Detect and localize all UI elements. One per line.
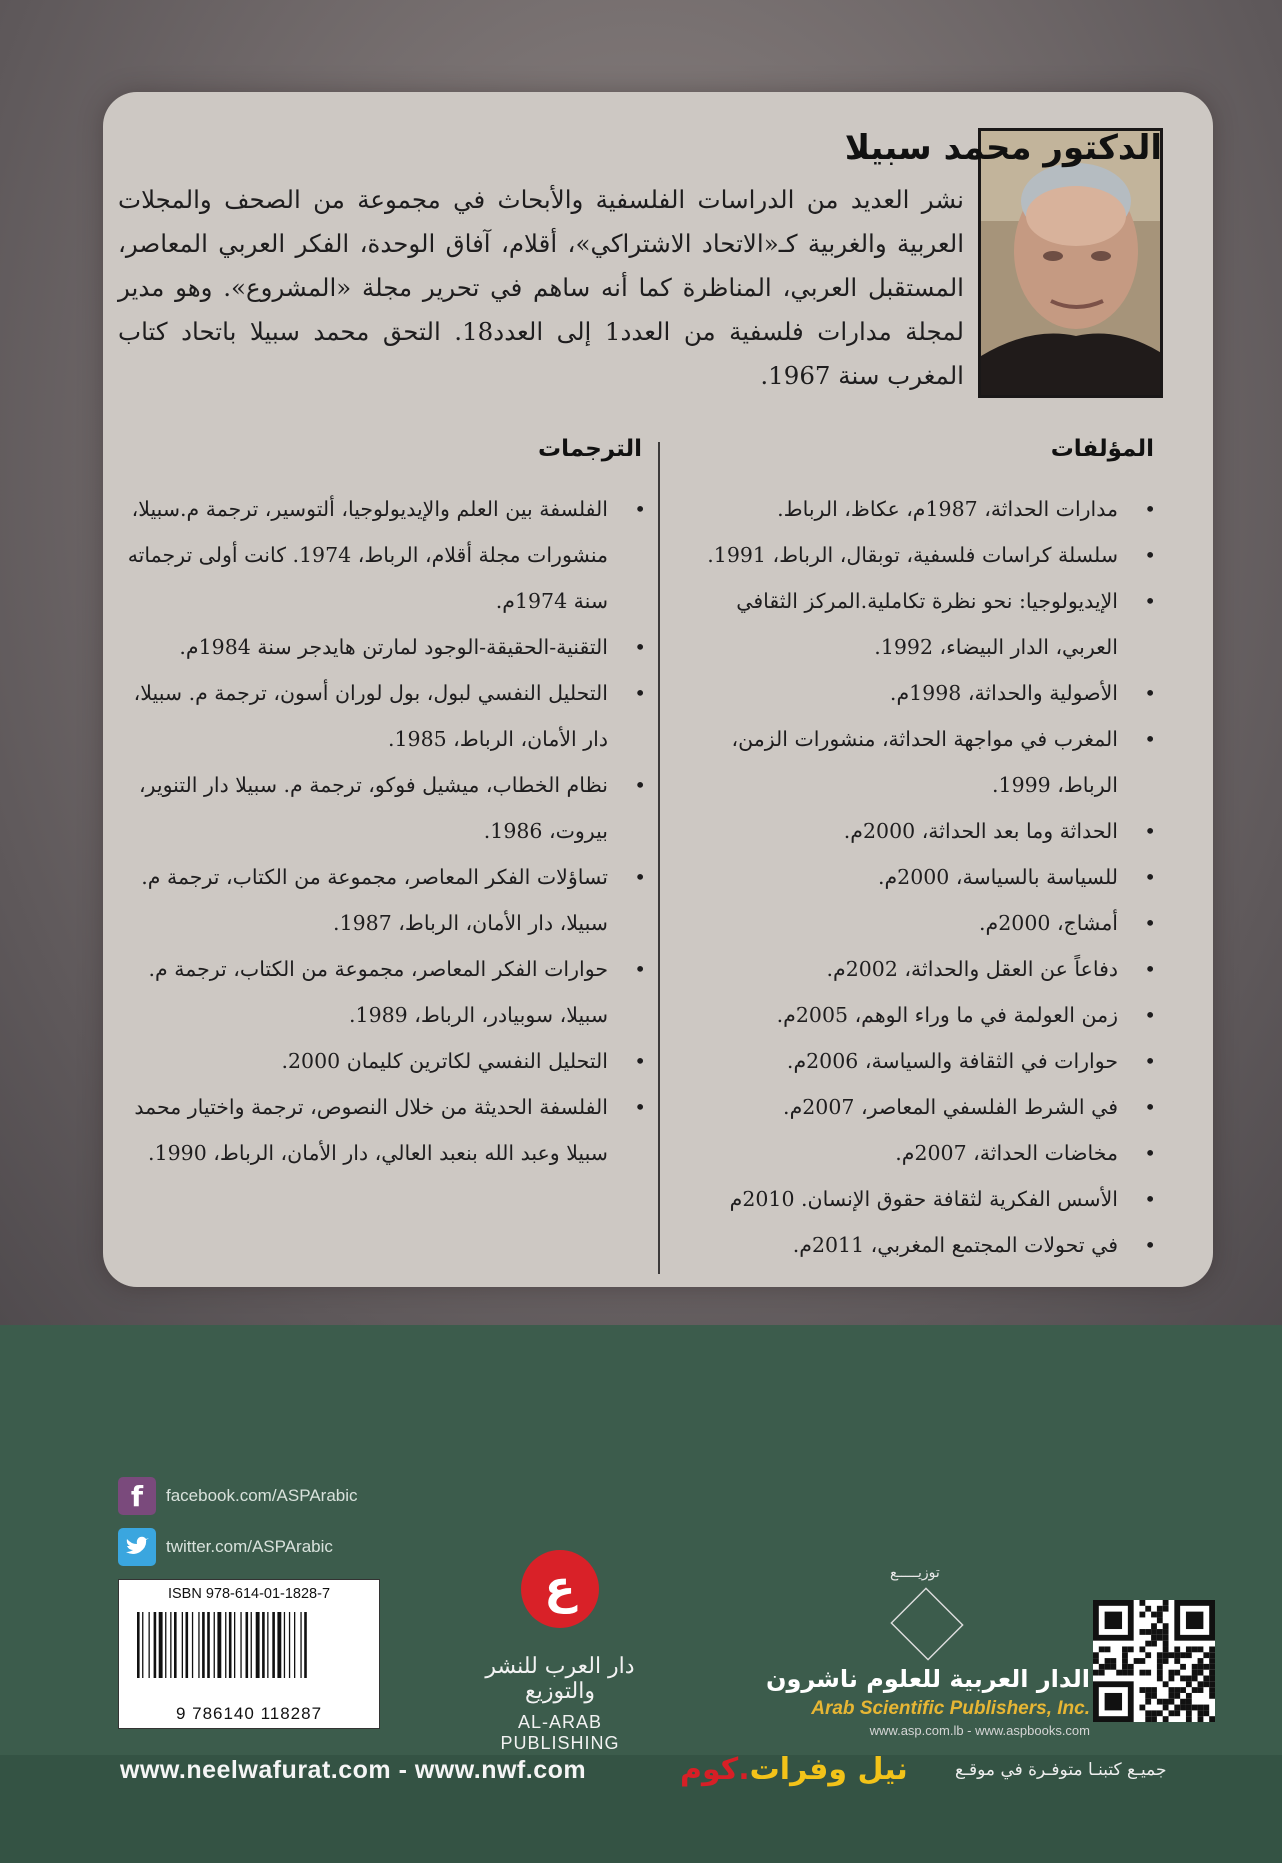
- qr-module: [1209, 1676, 1215, 1682]
- isbn-label: ISBN 978-614-01-1828-7: [167, 1586, 331, 1602]
- qr-module: [1209, 1652, 1215, 1658]
- qr-module: [1157, 1676, 1163, 1682]
- qr-module: [1198, 1710, 1204, 1716]
- barcode-bar: [262, 1612, 265, 1678]
- qr-module: [1157, 1635, 1163, 1641]
- qr-module: [1169, 1676, 1175, 1682]
- qr-module: [1186, 1646, 1192, 1652]
- barcode: [131, 1610, 369, 1702]
- qr-module: [1139, 1658, 1145, 1664]
- qr-module: [1128, 1664, 1134, 1670]
- qr-module: [1157, 1699, 1163, 1705]
- qr-module: [1145, 1716, 1151, 1722]
- qr-module: [1192, 1670, 1198, 1676]
- barcode-bar: [229, 1612, 232, 1678]
- qr-module: [1169, 1652, 1175, 1658]
- qr-module: [1139, 1629, 1145, 1635]
- works-list: [672, 486, 1164, 1268]
- qr-module: [1174, 1693, 1180, 1699]
- qr-module: [1105, 1664, 1111, 1670]
- qr-module: [1192, 1676, 1198, 1682]
- qr-module: [1122, 1646, 1128, 1652]
- works-item: • في تحولات المجتمع المغربي، 2011م.: [672, 1222, 1164, 1268]
- works-item: • حوارات في الثقافة والسياسة، 2006م.: [672, 1038, 1164, 1084]
- qr-module: [1186, 1699, 1192, 1705]
- qr-module: [1203, 1676, 1209, 1682]
- barcode-bar: [272, 1612, 275, 1678]
- barcode-bar: [251, 1612, 252, 1678]
- qr-module: [1209, 1670, 1215, 1676]
- asp-websites: www.asp.com.lb - www.aspbooks.com: [869, 1723, 1090, 1738]
- barcode-bar: [149, 1612, 150, 1678]
- qr-module: [1186, 1716, 1192, 1722]
- barcode-bar: [246, 1612, 249, 1678]
- asp-arabic-name: الدار العربية للعلوم ناشرون: [765, 1665, 1090, 1693]
- qr-module: [1163, 1600, 1169, 1606]
- translation-item: • حوارات الفكر المعاصر، مجموعة من الكتاب، ترجمة م. سبيلا، سوبيادر، الرباط، 1989.: [118, 946, 654, 1038]
- qr-module: [1174, 1652, 1180, 1658]
- author-bio: نشر العديد من الدراسات الفلسفية والأبحاث في مجموعة من الصحف والمجلات العربية والغربية كـ«الاتحاد الاشتراكي»، أقلام، آفاق الوحدة، الفكر العربي المعاصر، المستقبل العربي، المناظرة كما أنه ساهم في تحرير مجلة «المشروع». وهو مدير لمجلة مدارات فلسفية من العدد1 إلى العدد18. التحق محمد سبيلا باتحاد كتاب المغرب سنة 1967.: [118, 185, 964, 390]
- works-item: • سلسلة كراسات فلسفية، توبقال، الرباط، 1991.: [672, 532, 1164, 578]
- barcode-bar: [294, 1612, 295, 1678]
- qr-module: [1198, 1716, 1204, 1722]
- qr-module: [1145, 1693, 1151, 1699]
- qr-module: [1192, 1664, 1198, 1670]
- qr-module: [1203, 1652, 1209, 1658]
- barcode-bar: [234, 1612, 235, 1678]
- qr-module: [1169, 1670, 1175, 1676]
- qr-module: [1186, 1612, 1203, 1629]
- qr-code-pattern: [1093, 1600, 1215, 1722]
- qr-module: [1163, 1606, 1169, 1612]
- qr-module: [1151, 1635, 1157, 1641]
- qr-module: [1105, 1693, 1122, 1710]
- qr-module: [1122, 1664, 1128, 1670]
- twitter-row[interactable]: [118, 1528, 333, 1566]
- qr-module: [1151, 1710, 1157, 1716]
- works-item: • مخاضات الحداثة، 2007م.: [672, 1130, 1164, 1176]
- qr-module: [1163, 1623, 1169, 1629]
- qr-module: [1209, 1658, 1215, 1664]
- footer-urls[interactable]: www.neelwafurat.com - www.nwf.com: [120, 1756, 587, 1784]
- works-item: • الحداثة وما بعد الحداثة، 2000م.: [672, 808, 1164, 854]
- qr-module: [1186, 1652, 1192, 1658]
- qr-module: [1163, 1635, 1169, 1641]
- qr-module: [1180, 1687, 1186, 1693]
- qr-module: [1163, 1629, 1169, 1635]
- qr-module: [1186, 1705, 1192, 1711]
- qr-module: [1134, 1658, 1140, 1664]
- qr-module: [1122, 1670, 1128, 1676]
- barcode-bar: [225, 1612, 226, 1678]
- qr-module: [1145, 1652, 1151, 1658]
- qr-module: [1192, 1705, 1198, 1711]
- alarab-english-name: AL-ARAB PUBLISHING: [500, 1712, 620, 1753]
- barcode-bar: [142, 1612, 143, 1678]
- translation-item: • الفلسفة الحديثة من خلال النصوص، ترجمة واختيار محمد سبيلا وعبد الله بنعبد العالي، دار الأمان، الرباط، 1990.: [118, 1084, 654, 1176]
- qr-module: [1192, 1646, 1198, 1652]
- barcode-bar: [217, 1612, 221, 1678]
- barcode-bar: [186, 1612, 189, 1678]
- qr-module: [1151, 1641, 1157, 1647]
- qr-module: [1105, 1658, 1111, 1664]
- qr-module: [1139, 1600, 1145, 1606]
- barcode-bar: [277, 1612, 281, 1678]
- asp-publisher-logo: [760, 1565, 1090, 1738]
- qr-module: [1128, 1670, 1134, 1676]
- qr-module: [1209, 1646, 1215, 1652]
- qr-module: [1151, 1693, 1157, 1699]
- qr-module: [1139, 1646, 1145, 1652]
- qr-module: [1151, 1612, 1157, 1618]
- qr-module: [1169, 1693, 1175, 1699]
- qr-module: [1099, 1670, 1105, 1676]
- facebook-icon: f: [118, 1477, 156, 1515]
- qr-module: [1139, 1705, 1145, 1711]
- translations-list: [118, 486, 654, 1176]
- twitter-icon: [118, 1528, 156, 1566]
- barcode-bar: [174, 1612, 177, 1678]
- qr-module: [1203, 1705, 1209, 1711]
- alarab-arabic-name: دار العرب للنشر والتوزيع: [485, 1654, 635, 1704]
- works-item: • دفاعاً عن العقل والحداثة، 2002م.: [672, 946, 1164, 992]
- column-divider: [658, 442, 660, 1274]
- isbn-barcode-box: [118, 1579, 380, 1729]
- asp-english-name: Arab Scientific Publishers, Inc.: [811, 1698, 1090, 1719]
- qr-module: [1186, 1681, 1192, 1687]
- neelwafurat-brand: [680, 1752, 908, 1787]
- qr-module: [1203, 1681, 1209, 1687]
- qr-module: [1163, 1658, 1169, 1664]
- works-item: • في الشرط الفلسفي المعاصر، 2007م.: [672, 1084, 1164, 1130]
- qr-module: [1157, 1710, 1163, 1716]
- qr-module: [1122, 1658, 1128, 1664]
- qr-module: [1180, 1699, 1186, 1705]
- barcode-bar: [267, 1612, 268, 1678]
- qr-module: [1209, 1687, 1215, 1693]
- qr-module: [1145, 1670, 1151, 1676]
- qr-module: [1198, 1670, 1204, 1676]
- barcode-digits: 9 786140 118287: [175, 1704, 323, 1723]
- qr-module: [1180, 1676, 1186, 1682]
- qr-module: [1110, 1658, 1116, 1664]
- barcode-bar: [192, 1612, 193, 1678]
- brand-name: نيل وفرات: [749, 1752, 908, 1787]
- qr-module: [1174, 1646, 1180, 1652]
- barcode-bar: [202, 1612, 205, 1678]
- twitter-bird-icon: [124, 1536, 150, 1558]
- works-item: • الأصولية والحداثة، 1998م.: [672, 670, 1164, 716]
- translation-item: • تساؤلات الفكر المعاصر، مجموعة من الكتاب، ترجمة م. سبيلا، دار الأمان، الرباط، 1987.: [118, 854, 654, 946]
- translation-item: • نظام الخطاب، ميشيل فوكو، ترجمة م. سبيلا دار التنوير، بيروت، 1986.: [118, 762, 654, 854]
- translations-heading: الترجمات: [538, 436, 642, 462]
- qr-module: [1198, 1687, 1204, 1693]
- barcode-bar: [198, 1612, 199, 1678]
- barcode-bar: [304, 1612, 307, 1678]
- portrait-image: [981, 131, 1163, 398]
- qr-module: [1180, 1664, 1186, 1670]
- qr-module: [1105, 1646, 1111, 1652]
- qr-module: [1157, 1670, 1163, 1676]
- works-item: • أمشاج، 2000م.: [672, 900, 1164, 946]
- barcode-bar: [300, 1612, 301, 1678]
- qr-module: [1145, 1699, 1151, 1705]
- works-item: • زمن العولمة في ما وراء الوهم، 2005م.: [672, 992, 1164, 1038]
- qr-module: [1209, 1693, 1215, 1699]
- barcode-bar: [240, 1612, 241, 1678]
- barcode-bar: [170, 1612, 171, 1678]
- qr-module: [1186, 1693, 1192, 1699]
- qr-module: [1163, 1699, 1169, 1705]
- qr-module: [1157, 1658, 1163, 1664]
- qr-module: [1093, 1670, 1099, 1676]
- distribution-label: توزيـــــع: [890, 1565, 940, 1581]
- qr-module: [1198, 1705, 1204, 1711]
- qr-module: [1174, 1705, 1180, 1711]
- qr-module: [1157, 1606, 1163, 1612]
- qr-module: [1163, 1652, 1169, 1658]
- qr-module: [1139, 1687, 1145, 1693]
- qr-module: [1198, 1646, 1204, 1652]
- qr-module: [1174, 1670, 1180, 1676]
- qr-module: [1180, 1705, 1186, 1711]
- alarab-publishing-logo: [460, 1550, 660, 1753]
- works-item: • للسياسة بالسياسة، 2000م.: [672, 854, 1164, 900]
- qr-module: [1116, 1670, 1122, 1676]
- works-item: • الإيديولوجيا: نحو نظرة تكاملية.المركز الثقافي العربي، الدار البيضاء، 1992.: [672, 578, 1164, 670]
- asp-emblem-icon: [890, 1587, 963, 1660]
- qr-module: [1157, 1652, 1163, 1658]
- twitter-link[interactable]: twitter.com/ASPArabic: [166, 1537, 333, 1556]
- qr-module: [1151, 1623, 1157, 1629]
- qr-module: [1198, 1664, 1204, 1670]
- translation-item: • التحليل النفسي لكاترين كليمان 2000.: [118, 1038, 654, 1084]
- qr-module: [1128, 1646, 1134, 1652]
- barcode-bar: [214, 1612, 215, 1678]
- qr-module: [1198, 1658, 1204, 1664]
- qr-module: [1151, 1629, 1157, 1635]
- qr-module: [1157, 1617, 1163, 1623]
- qr-module: [1163, 1646, 1169, 1652]
- qr-module: [1163, 1681, 1169, 1687]
- works-item: • الأسس الفكرية لثقافة حقوق الإنسان. 2010م: [672, 1176, 1164, 1222]
- qr-module: [1209, 1664, 1215, 1670]
- author-name: الدكتور محمد سبيلا: [844, 128, 1162, 168]
- qr-module: [1151, 1716, 1157, 1722]
- qr-module: [1163, 1716, 1169, 1722]
- qr-module: [1203, 1710, 1209, 1716]
- qr-module: [1139, 1612, 1145, 1618]
- translation-item: • التحليل النفسي لبول، بول لوران أسون، ترجمة م. سبيلا، دار الأمان، الرباط، 1985.: [118, 670, 654, 762]
- qr-module: [1139, 1670, 1145, 1676]
- qr-module: [1209, 1681, 1215, 1687]
- works-item: • المغرب في مواجهة الحداثة، منشورات الزمن، الرباط، 1999.: [672, 716, 1164, 808]
- barcode-bar: [165, 1612, 166, 1678]
- barcode-bar: [154, 1612, 157, 1678]
- qr-module: [1203, 1664, 1209, 1670]
- qr-code: [1093, 1600, 1215, 1722]
- facebook-row[interactable]: [118, 1477, 358, 1515]
- barcode-bar: [137, 1612, 140, 1678]
- barcode-bar: [256, 1612, 260, 1678]
- qr-module: [1157, 1664, 1163, 1670]
- qr-module: [1163, 1705, 1169, 1711]
- qr-module: [1186, 1710, 1192, 1716]
- availability-note: جميـع كتبنـا متوفـرة في موقـع: [955, 1760, 1167, 1780]
- author-portrait: [978, 128, 1163, 398]
- qr-module: [1110, 1664, 1116, 1670]
- qr-module: [1145, 1629, 1151, 1635]
- qr-module: [1122, 1652, 1128, 1658]
- facebook-link[interactable]: facebook.com/ASPArabic: [166, 1486, 358, 1505]
- qr-module: [1174, 1710, 1180, 1716]
- qr-module: [1169, 1710, 1175, 1716]
- qr-module: [1198, 1681, 1204, 1687]
- qr-module: [1099, 1646, 1105, 1652]
- qr-module: [1099, 1664, 1105, 1670]
- barcode-bar: [207, 1612, 210, 1678]
- works-heading: المؤلفات: [1050, 436, 1154, 462]
- qr-module: [1209, 1716, 1215, 1722]
- barcode-bar: [284, 1612, 285, 1678]
- translation-item: • التقنية-الحقيقة-الوجود لمارتن هايدجر سنة 1984م.: [118, 624, 654, 670]
- qr-module: [1145, 1710, 1151, 1716]
- qr-module: [1157, 1629, 1163, 1635]
- barcode-bar: [289, 1612, 290, 1678]
- qr-module: [1174, 1687, 1180, 1693]
- qr-module: [1151, 1687, 1157, 1693]
- qr-module: [1192, 1687, 1198, 1693]
- barcode-bar: [182, 1612, 183, 1678]
- alarab-mark-icon: ع: [521, 1550, 599, 1628]
- qr-module: [1169, 1699, 1175, 1705]
- qr-module: [1169, 1687, 1175, 1693]
- qr-module: [1145, 1641, 1151, 1647]
- works-item: • مدارات الحداثة، 1987م، عكاظ، الرباط.: [672, 486, 1164, 532]
- qr-module: [1105, 1612, 1122, 1629]
- qr-module: [1163, 1641, 1169, 1647]
- translation-item: • الفلسفة بين العلم والإيديولوجيا، ألتوسير، ترجمة م.سبيلا، منشورات مجلة أقلام، الرباط، 1974. كانت أولى ترجماته سنة 1974م.: [118, 486, 654, 624]
- brand-suffix: .كوم: [680, 1752, 750, 1787]
- qr-module: [1145, 1606, 1151, 1612]
- qr-module: [1093, 1652, 1099, 1658]
- qr-module: [1093, 1658, 1099, 1664]
- barcode-bar: [159, 1612, 163, 1678]
- qr-module: [1157, 1612, 1163, 1618]
- qr-module: [1180, 1652, 1186, 1658]
- qr-module: [1174, 1658, 1180, 1664]
- qr-module: [1186, 1676, 1192, 1682]
- qr-module: [1145, 1687, 1151, 1693]
